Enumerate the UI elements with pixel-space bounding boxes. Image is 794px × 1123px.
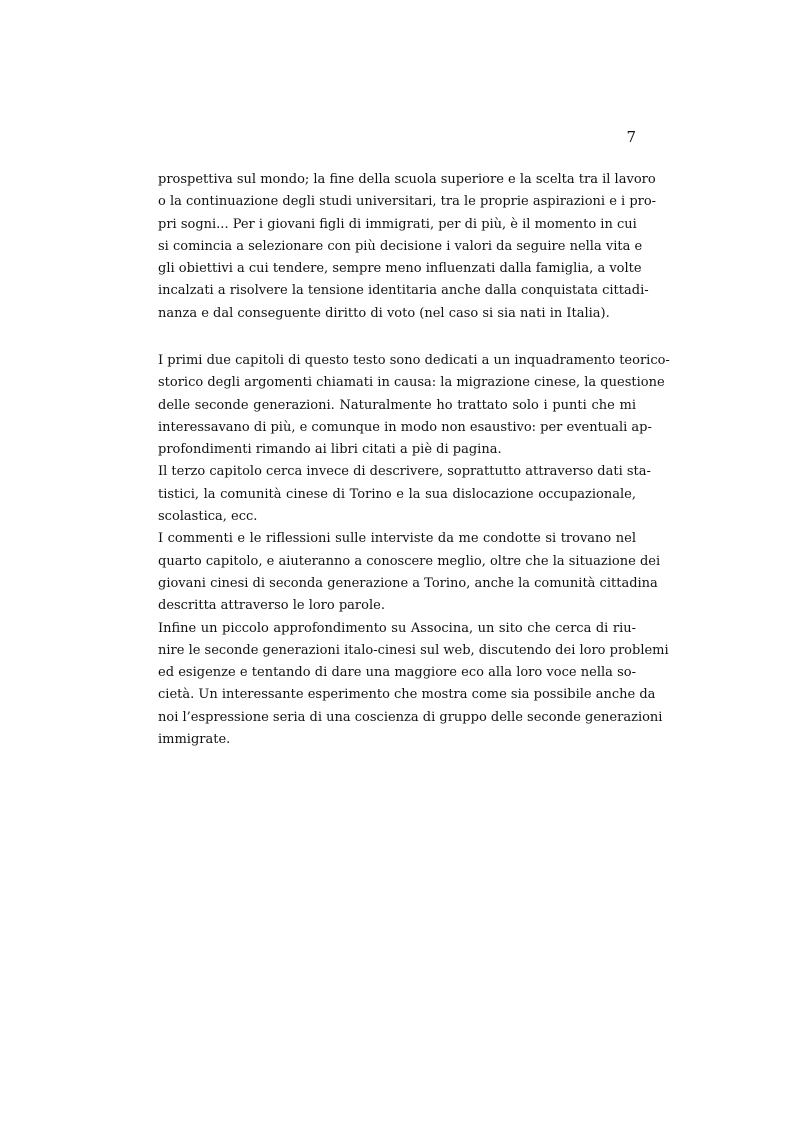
paragraph-2 bbox=[158, 350, 670, 751]
text-line: nanza e dal conseguente diritto di voto (nel caso si sia nati in Italia). bbox=[158, 305, 610, 321]
text-line: Il terzo capitolo cerca invece di descrivere, soprattutto attraverso dati sta- bbox=[158, 464, 651, 480]
text-line: incalzati a risolvere la tensione identitaria anche dalla conquistata cittadi- bbox=[158, 283, 649, 299]
text-line: quarto capitolo, e aiuteranno a conoscere meglio, oltre che la situazione dei bbox=[158, 553, 661, 569]
page-number: 7 bbox=[626, 128, 636, 146]
text-line: storico degli argomenti chiamati in causa: la migrazione cinese, la questione bbox=[158, 375, 665, 391]
text-line: scolastica, ecc. bbox=[158, 509, 258, 525]
text-line: descritta attraverso le loro parole. bbox=[158, 598, 385, 614]
text-line: giovani cinesi di seconda generazione a Torino, anche la comunità cittadina bbox=[158, 575, 658, 591]
text-line: tistici, la comunità cinese di Torino e la sua dislocazione occupazionale, bbox=[158, 486, 636, 502]
text-line: nire le seconde generazioni italo-cinesi sul web, discutendo dei loro problemi bbox=[158, 642, 669, 658]
text-line: I commenti e le riflessioni sulle interviste da me condotte si trovano nel bbox=[158, 531, 636, 547]
text-line: immigrate. bbox=[158, 732, 231, 748]
text-line: delle seconde generazioni. Naturalmente ho trattato solo i punti che mi bbox=[158, 397, 636, 413]
text-line: gli obiettivi a cui tendere, sempre meno influenzati dalla famiglia, a volte bbox=[158, 261, 642, 277]
paragraph-1 bbox=[158, 169, 657, 325]
text-line: I primi due capitoli di questo testo sono dedicati a un inquadramento teorico- bbox=[158, 353, 670, 368]
text-line: pri sogni... Per i giovani figli di immigrati, per di più, è il momento in cui bbox=[158, 216, 637, 232]
text-line: interessavano di più, e comunque in modo non esaustivo: per eventuali ap- bbox=[158, 419, 652, 435]
text-line: cietà. Un interessante esperimento che mostra come sia possibile anche da bbox=[158, 687, 656, 703]
text-line: profondimenti rimando ai libri citati a piè di pagina. bbox=[158, 442, 502, 458]
text-line: prospettiva sul mondo; la fine della scuola superiore e la scelta tra il lavoro bbox=[158, 172, 656, 187]
text-line: noi l’espressione seria di una coscienza di gruppo delle seconde generazioni bbox=[158, 709, 663, 725]
text-line: ed esigenze e tentando di dare una maggiore eco alla loro voce nella so- bbox=[158, 665, 636, 681]
text-line: Infine un piccolo approfondimento su Associna, un sito che cerca di riu- bbox=[158, 620, 636, 636]
text-line: o la continuazione degli studi universitari, tra le proprie aspirazioni e i pro- bbox=[158, 194, 657, 210]
text-line: si comincia a selezionare con più decisione i valori da seguire nella vita e bbox=[158, 238, 643, 254]
